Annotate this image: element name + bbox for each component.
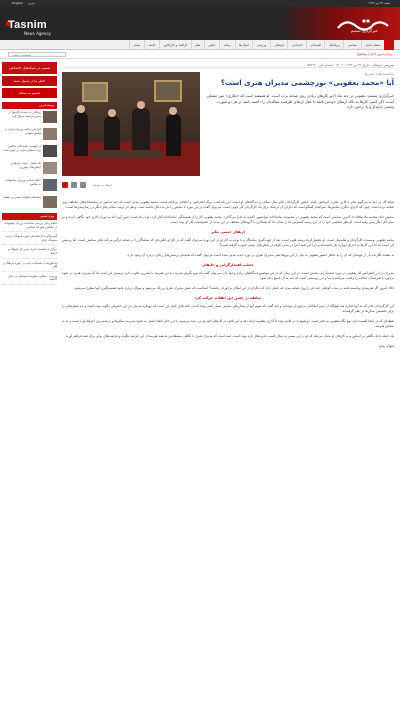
nav-item[interactable]: فرهنگی — [270, 40, 288, 50]
list-item[interactable] — [2, 179, 57, 193]
list-item[interactable] — [2, 162, 57, 176]
list-item[interactable]: بررسی عملکرد معاونت سینمایی در سال گذشته — [2, 275, 57, 285]
article-photo[interactable] — [62, 72, 200, 176]
nav-item[interactable]: جامعه — [144, 40, 159, 50]
nav-item[interactable]: عکس — [204, 40, 219, 50]
nav-item[interactable]: بیشتر — [129, 40, 144, 50]
logo-english[interactable]: Tasnim — [8, 19, 47, 31]
nav-item[interactable]: اجتماعی — [287, 40, 306, 50]
article-category: یادداشت/ هادی حسن‌نیا — [364, 72, 394, 76]
print-icon[interactable] — [62, 182, 68, 188]
news-title: روحانی به پایبندی گاسیچ از سفیر فرانسه سؤال کرد — [8, 111, 41, 118]
tasnim-persian-logo-icon[interactable] — [334, 16, 392, 36]
article-paragraph: نقطه‌ای که در اینجا اهمیت دارد نوع نگاه یعقوبی به تئاتر است. او همواره در تلاش بوده تا آثاری متفاوت ارائه دهد و این تلاش در کارهای اخیر او نیز دیده می‌شود. با این حال انتقاد اصلی به نحوه مدیریت سالن‌ها و برنامه‌ریزی اجراها وارد است و نه به شخص هنرمند. — [62, 319, 394, 328]
newsletter-banner[interactable]: اخبار ما در ایمیل شما — [2, 76, 57, 86]
list-item[interactable] — [2, 111, 57, 125]
news-thumbnail — [43, 128, 57, 140]
nav-item[interactable]: رسانه — [219, 40, 234, 50]
lang-arabic-link[interactable]: عربي — [28, 1, 35, 5]
article-header — [206, 72, 394, 110]
news-title: اعلام اسامی وزیران پیشنهادی به مجلس — [5, 179, 41, 186]
news-thumbnail — [43, 179, 57, 191]
list-item[interactable]: گفت‌وگو با کارشناسان حوزه فرهنگ درباره سینمای ایران — [2, 235, 57, 245]
article-top — [62, 72, 394, 196]
nav-item[interactable]: ورزشی — [252, 40, 269, 50]
article-paragraph: شاید کار در دنیا نه می‌گوید تئاتر با کاری تئاتری اثربخش باشد. حضور کارگردانان تئاتر سال شکل، و دیدگاه‌های او است. این یادداشت برنگ اعتراضی و انتقادی پرداخته است. محمد یعقوبی مدتی است که چند نمایش در نمایشخانه‌های مختلف روی صحنه برده است. چون که اجرای دیگری نمایش‌ها، سرانجام گفتگو است که اجرای آن بی‌شک برای یک کارگردان کار خوبی است. می‌توان گفت در این مورد تا نمایش را نیز به دنبال داشته است و هم جز نرمت سالنی‌های دیگر در زمان‌بندی‌ها است. — [62, 200, 394, 209]
article-paragraph: به عقیده نگارنده بار از عهده‌ای که آن را به خاطر حضور یعقوبی به یکی از این نوع‌ها یعنی مدیران هنری در دوره جدید تبدیل شده است می‌توان گفت که همچنان پرسش‌های زیادی درباره آن وجود دارد. — [126, 253, 394, 257]
article-subhead: حجاب، افتخارگرایی و خلیفان — [202, 263, 254, 267]
article-subhead: ارتقای جنسی تئاتر — [211, 230, 245, 234]
article-paragraph: حالا، امروز اگر هنرمندی توانسته باشد در مدت کوتاهی چند اثر را روی صحنه ببرد، چه دلیلی دارد که دیگران از این امکان برخوردار نباشند؟ اینجاست که نقش مدیران هنری پررنگ می‌شود و سؤال درباره نحوه تصمیم‌گیری آنها مطرح می‌شود. — [73, 286, 394, 290]
top-strip — [0, 0, 400, 7]
news-title: یک تحلیل: دولت یازدهم و چالش‌های پیش‌رو — [10, 162, 41, 169]
article-signoff: انتهای پیام/ — [378, 344, 394, 348]
nav-item[interactable]: صفحه اصلی — [361, 40, 384, 50]
share-bar — [62, 180, 200, 189]
news-thumbnail — [43, 145, 57, 157]
nav-item[interactable]: فیلم — [191, 40, 204, 50]
nav-item[interactable]: اقتصادی — [306, 40, 324, 50]
news-title: گزارش ترکیب وزیران ایران در مجمع عمومی — [4, 128, 41, 135]
search-input[interactable] — [8, 52, 66, 57]
article-paragraph: مدیران در این کنفرانس کار یعقوبی در مورد صحنه‌آرایی نمایش است. در این زمان که در این موضوع دیدگاه‌های زیادی وجود دارد می‌توان گفت که نوع نگرش مدیران به این هنرمند با سایرین تفاوت دارد. پرسش این است که آیا مدیران هنری در نحوه برخورد با هنرمندان عدالت را رعایت می‌کنند یا نه؛ و این پرسشی است که باید به آن پاسخ داده شود. — [62, 271, 394, 280]
main-nav — [0, 40, 400, 50]
news-title: پیامدهای تحولات مصر بر منطقه — [2, 196, 41, 199]
article-main — [62, 62, 394, 348]
site-header — [0, 7, 400, 40]
section-header-special: ویژه تسنیم — [2, 213, 57, 220]
email-icon[interactable] — [71, 182, 77, 188]
article-paragraph: یک جمله با یک نگاهی بر اساس و به کارهای او نشان می‌دهد که او در این مسیر به دنبال کسب تجربه‌های تازه بوده است. امید است که مدیران هنری با نگاهی منصفانه‌تر به همه هنرمندان این عرصه بنگرند و فرصت‌های برابر برای همه فراهم آورند. — [64, 334, 394, 338]
lang-english-link[interactable]: English — [12, 1, 23, 5]
app-banner[interactable]: تسنیم به نسخه — [2, 88, 57, 98]
share-caption[interactable]: ارسال به دوستان — [92, 182, 113, 187]
sub-nav — [0, 50, 400, 59]
news-thumbnail — [43, 196, 57, 208]
article-lead: خبرگزاری تسنیم: یعقوبی در چند ماه اخیر کارهای زیادی روی صحنه برده است. او همیشه است که «تکاری» مور مشکن است. اگر کسی کارها به نگاه ارتقای خودش باشد تا عقل ارتقای ظرفیت مقاله‌یان را داشته باشد در هر دو صورت وضعی ناپایدار و یا درخور دارد. — [206, 93, 394, 110]
list-item[interactable]: واکنش‌ها به انتصابات جدید در حوزه فرهنگ و هنر — [2, 262, 57, 272]
list-item[interactable]: برگزاری نشست خبری مدیر کل فرهنگ و ارشاد — [2, 248, 57, 258]
list-item[interactable] — [2, 145, 57, 159]
logo-persian-text: خبرگزاری تسنیم — [350, 28, 378, 33]
list-item[interactable] — [2, 196, 57, 210]
article-title: آیا «محمد یعقوبی» نورچشمی مدیران هنری است؟ — [220, 79, 394, 87]
article-paragraph: نمایش «یک مقدمه یک ملاقات» آخرین نمایشی است که محمد یعقوبی در مجموعه تماشاخانه ایرانشهر، اکنون به اجرا می‌گذارد. محمد یعقوبی کار را از همسایگی تماشاخانه آغاز کرد. او در یادداشت چنین آورد که به دوران کاری خود نگاهی کرده و بر تمام آثار دیگر پیش رفته است. او نظر شخصی خود را در این زمینه گسترش داد و نشان داد که همکاری با گروه‌های مختلف در این مدت از خصوصیات کار او بوده است. — [62, 215, 394, 224]
nav-item[interactable]: استان‌ها — [235, 40, 253, 50]
section-header-popular: پربیننده‌ترین — [2, 102, 57, 109]
home-icon[interactable] — [384, 40, 394, 50]
nav-item[interactable]: بین‌الملل — [324, 40, 343, 50]
article-paragraph: محمد یعقوبی نویسنده، کارگردان و فیلم‌ساز است. او تحصیل‌کرده رشته علوم است. بعد از جهت‌گیری تماشاگر و با توجه به آثار او در این دوره می‌توان گفت که در کار او انگیزه‌ای که تماشاگر را در صحنه درگیر می‌کند قابل ستایش است. اما پرسش این است که آیا این کارها به اجرای دوباره نیاز داشته‌اند و چرا این همه اجرا در مدتی کوتاه در سالن‌های دولتی صورت گرفته است؟ — [62, 238, 394, 247]
social-banner[interactable]: تسنیم در شبکه‌های اجتماعی — [2, 62, 57, 74]
breadcrumb: سرویس: فرهنگی - تاریخ: ۲۲ تیر ۱۳۹۲ - ۱۷:۰۴ - شماره خبر: ۷۸۷۹۲۰ — [62, 62, 394, 68]
list-item[interactable]: اعلام زمان بررسی صلاحیت وزرای پیشنهادی در مجلس شورای اسلامی — [2, 222, 57, 232]
article-body — [62, 200, 394, 348]
news-title: درخواست نمایندگان مجلس برای شفاف‌سازی در حوزه نفت — [3, 145, 41, 152]
list-item[interactable] — [2, 128, 57, 142]
article-paragraph: این کارگردانان تئاتر که به آنها اشاره شد هیچ‌گاه از چنین امکاناتی برخوردار نبوده‌اند و باید گفت که سهم آنها از سالن‌های نمایش بسیار کمتر بوده است. نکته قابل تأمل این است که رویکرد مدیران در این خصوص چگونه بوده است و چه معیارهایی را برای تخصیص سالن‌ها در نظر گرفته‌اند. — [62, 304, 394, 313]
article-subhead: سابقه در چشن این انقلاب حرکت کرد — [194, 296, 262, 300]
share-icon[interactable] — [80, 182, 86, 188]
news-thumbnail — [43, 162, 57, 174]
left-sidebar — [2, 62, 57, 288]
logo-english-sub: News Agency — [24, 31, 51, 36]
nav-item[interactable]: گرافیک و کاریکاتور — [159, 40, 190, 50]
sub-links[interactable]: پربازدیدترین اخبار | پیشخوان — [356, 52, 392, 56]
date-text: شنبه ۲۲ تیر ۱۳۹۲ — [368, 1, 390, 5]
news-thumbnail — [43, 111, 57, 123]
nav-item[interactable]: سیاسی — [343, 40, 360, 50]
